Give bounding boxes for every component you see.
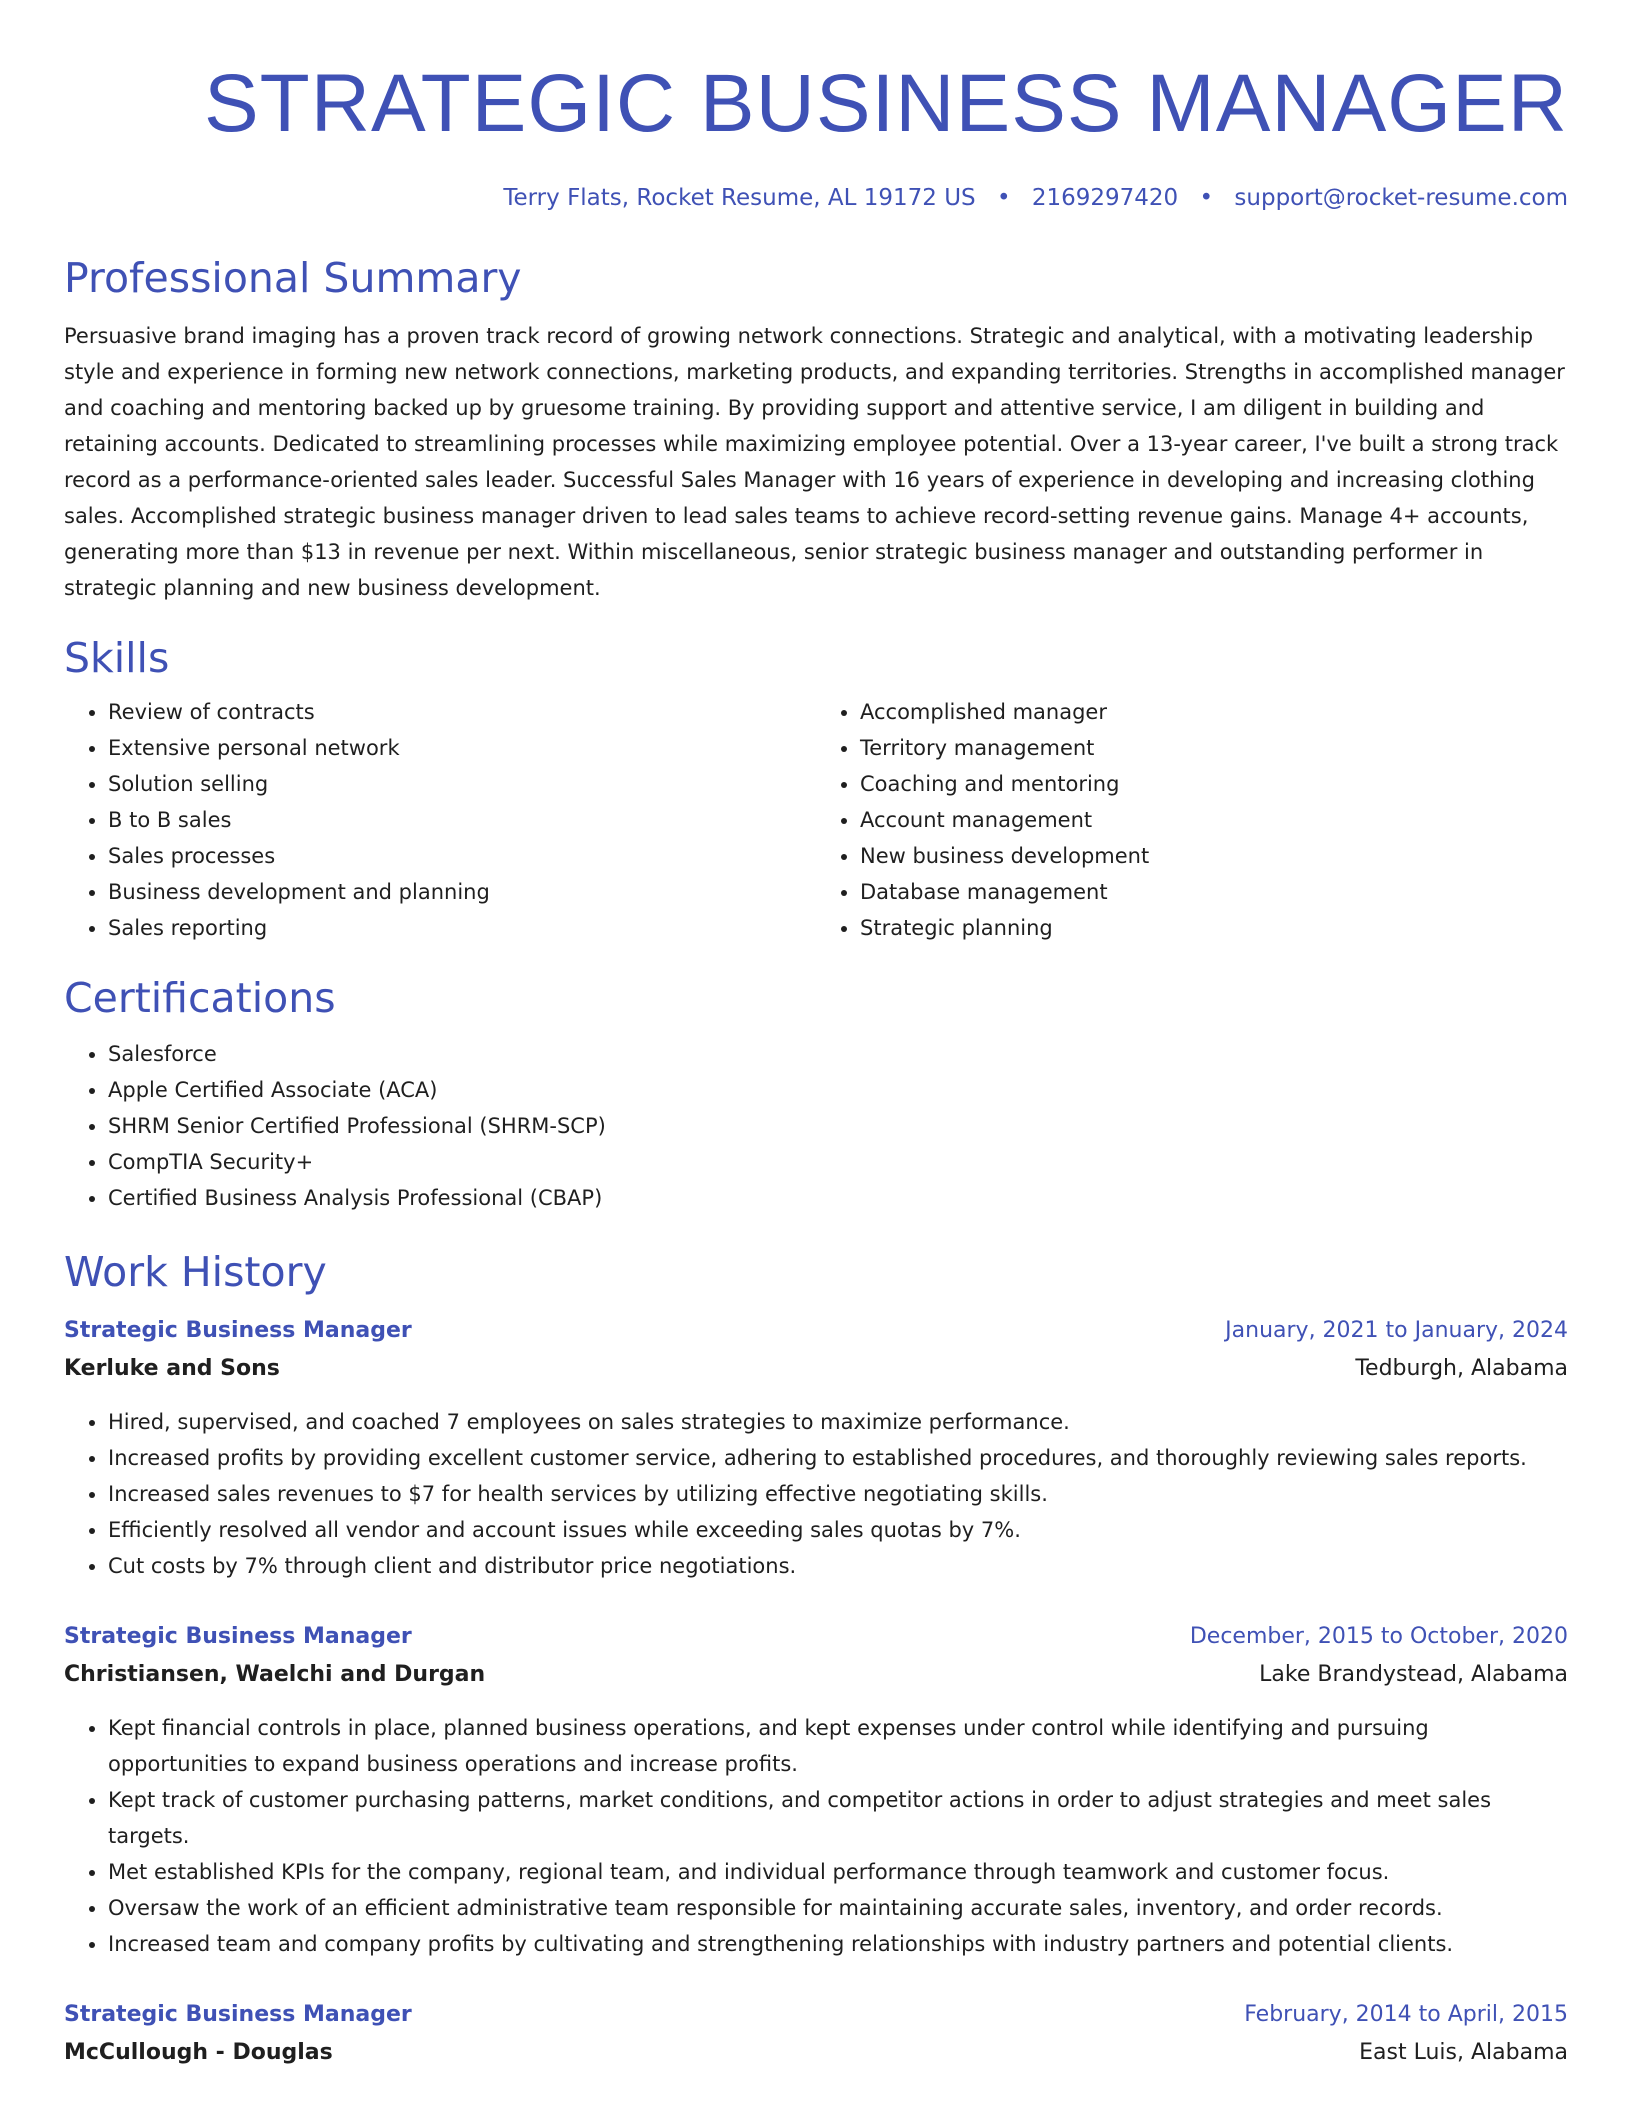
skills-list-right bbox=[816, 694, 1568, 946]
skill-item: • Strategic planning bbox=[860, 910, 1568, 946]
email-link[interactable]: support@rocket-resume.com bbox=[1234, 185, 1568, 211]
skill-item: • Solution selling bbox=[108, 766, 816, 802]
job-company: Kerluke and Sons bbox=[64, 1356, 280, 1381]
skill-item: • Account management bbox=[860, 802, 1568, 838]
job-title: Strategic Business Manager bbox=[64, 1318, 412, 1343]
job-company: Christiansen, Waelchi and Durgan bbox=[64, 1662, 486, 1687]
job-company-row bbox=[64, 1656, 1568, 1694]
job-header-row bbox=[64, 1618, 1568, 1656]
skill-item: • Coaching and mentoring bbox=[860, 766, 1568, 802]
job-title: Strategic Business Manager bbox=[64, 1624, 412, 1649]
job-header-row bbox=[64, 1312, 1568, 1350]
skill-item: • Sales reporting bbox=[108, 910, 816, 946]
resume-title: STRATEGIC BUSINESS MANAGER bbox=[203, 58, 1568, 149]
job-header-row bbox=[64, 1996, 1568, 2034]
job-bullet: • Increased sales revenues to $7 for health services by utilizing effective negotiating skills. bbox=[108, 1476, 1568, 1512]
job-bullets bbox=[64, 1710, 1568, 1962]
job-location: Lake Brandystead, Alabama bbox=[1259, 1662, 1568, 1687]
certifications-heading: Certifications bbox=[64, 974, 336, 1022]
job-bullet: • Met established KPIs for the company, regional team, and individual performance through teamwork and customer focus. bbox=[108, 1854, 1568, 1890]
job-bullet: • Increased team and company profits by cultivating and strengthening relationships with industry partners and potential clients. bbox=[108, 1926, 1568, 1962]
work-history-heading: Work History bbox=[64, 1248, 327, 1296]
job-title: Strategic Business Manager bbox=[64, 2002, 412, 2027]
contact-line bbox=[64, 182, 1568, 214]
summary-heading: Professional Summary bbox=[64, 254, 522, 302]
job-location: Tedburgh, Alabama bbox=[1355, 1356, 1568, 1381]
resume-page bbox=[64, 0, 1568, 2072]
skill-item: • Accomplished manager bbox=[860, 694, 1568, 730]
skill-item: • Database management bbox=[860, 874, 1568, 910]
skill-item: • New business development bbox=[860, 838, 1568, 874]
job-entry bbox=[64, 1312, 1568, 1584]
job-bullets bbox=[64, 1404, 1568, 1584]
address-text: Terry Flats, Rocket Resume, AL 19172 US bbox=[503, 185, 976, 211]
summary-text: Persuasive brand imaging has a proven track record of growing network connections. Strategic and analytical, with a motivating leadership style and experience in forming new network connections, marketing products, and expanding territories. Strengths in accomplished manager and coaching and mentoring backed up by gruesome training. By providing support and attentive service, I am diligent in building and retaining accounts. Dedicated to streamlining processes while maximizing employee potential. Over a 13-year career, I've built a strong track record as a performance-oriented sales leader. Successful Sales Manager with 16 years of experience in developing and increasing clothing sales. Accomplished strategic business manager driven to lead sales teams to achieve record-setting revenue gains. Manage 4+ accounts, generating more than $13 in revenue per next. Within miscellaneous, senior strategic business manager and outstanding performer in strategic planning and new business development. bbox=[64, 324, 1565, 600]
job-bullet: • Hired, supervised, and coached 7 employees on sales strategies to maximize performance. bbox=[108, 1404, 1568, 1440]
job-entry bbox=[64, 1996, 1568, 2072]
certifications-list bbox=[64, 1036, 1568, 1216]
skills-list-left bbox=[64, 694, 816, 946]
job-bullet: • Kept track of customer purchasing patterns, market conditions, and competitor actions in order to adjust strategies and meet sales targets. bbox=[108, 1782, 1568, 1854]
job-bullet: • Efficiently resolved all vendor and account issues while exceeding sales quotas by 7%. bbox=[108, 1512, 1568, 1548]
separator-dot: • bbox=[1199, 185, 1214, 211]
skills-heading: Skills bbox=[64, 634, 170, 682]
skill-item: • Territory management bbox=[860, 730, 1568, 766]
job-dates: January, 2021 to January, 2024 bbox=[1225, 1318, 1568, 1343]
separator-dot: • bbox=[996, 185, 1011, 211]
certification-item: • Apple Certified Associate (ACA) bbox=[108, 1072, 1568, 1108]
job-bullet: • Kept financial controls in place, planned business operations, and kept expenses under control while identifying and pursuing opportunities to expand business operations and increase profits. bbox=[108, 1710, 1568, 1782]
job-bullet: • Oversaw the work of an efficient administrative team responsible for maintaining accurate sales, inventory, and order records. bbox=[108, 1890, 1568, 1926]
job-dates: December, 2015 to October, 2020 bbox=[1189, 1624, 1568, 1649]
job-dates: February, 2014 to April, 2015 bbox=[1244, 2002, 1568, 2027]
certification-item: • Salesforce bbox=[108, 1036, 1568, 1072]
job-company-row bbox=[64, 2034, 1568, 2072]
skills-columns bbox=[64, 694, 1568, 946]
certification-item: • CompTIA Security+ bbox=[108, 1144, 1568, 1180]
job-bullet: • Cut costs by 7% through client and distributor price negotiations. bbox=[108, 1548, 1568, 1584]
skill-item: • Sales processes bbox=[108, 838, 816, 874]
phone-text: 2169297420 bbox=[1031, 185, 1179, 211]
skill-item: • B to B sales bbox=[108, 802, 816, 838]
job-bullet: • Increased profits by providing excellent customer service, adhering to established procedures, and thoroughly reviewing sales reports. bbox=[108, 1440, 1568, 1476]
job-location: East Luis, Alabama bbox=[1359, 2040, 1568, 2065]
certification-item: • SHRM Senior Certified Professional (SHRM-SCP) bbox=[108, 1108, 1568, 1144]
certification-item: • Certified Business Analysis Professional (CBAP) bbox=[108, 1180, 1568, 1216]
job-entry bbox=[64, 1618, 1568, 1962]
job-company: McCullough - Douglas bbox=[64, 2040, 333, 2065]
skill-item: • Extensive personal network bbox=[108, 730, 816, 766]
job-company-row bbox=[64, 1350, 1568, 1388]
skill-item: • Review of contracts bbox=[108, 694, 816, 730]
skill-item: • Business development and planning bbox=[108, 874, 816, 910]
